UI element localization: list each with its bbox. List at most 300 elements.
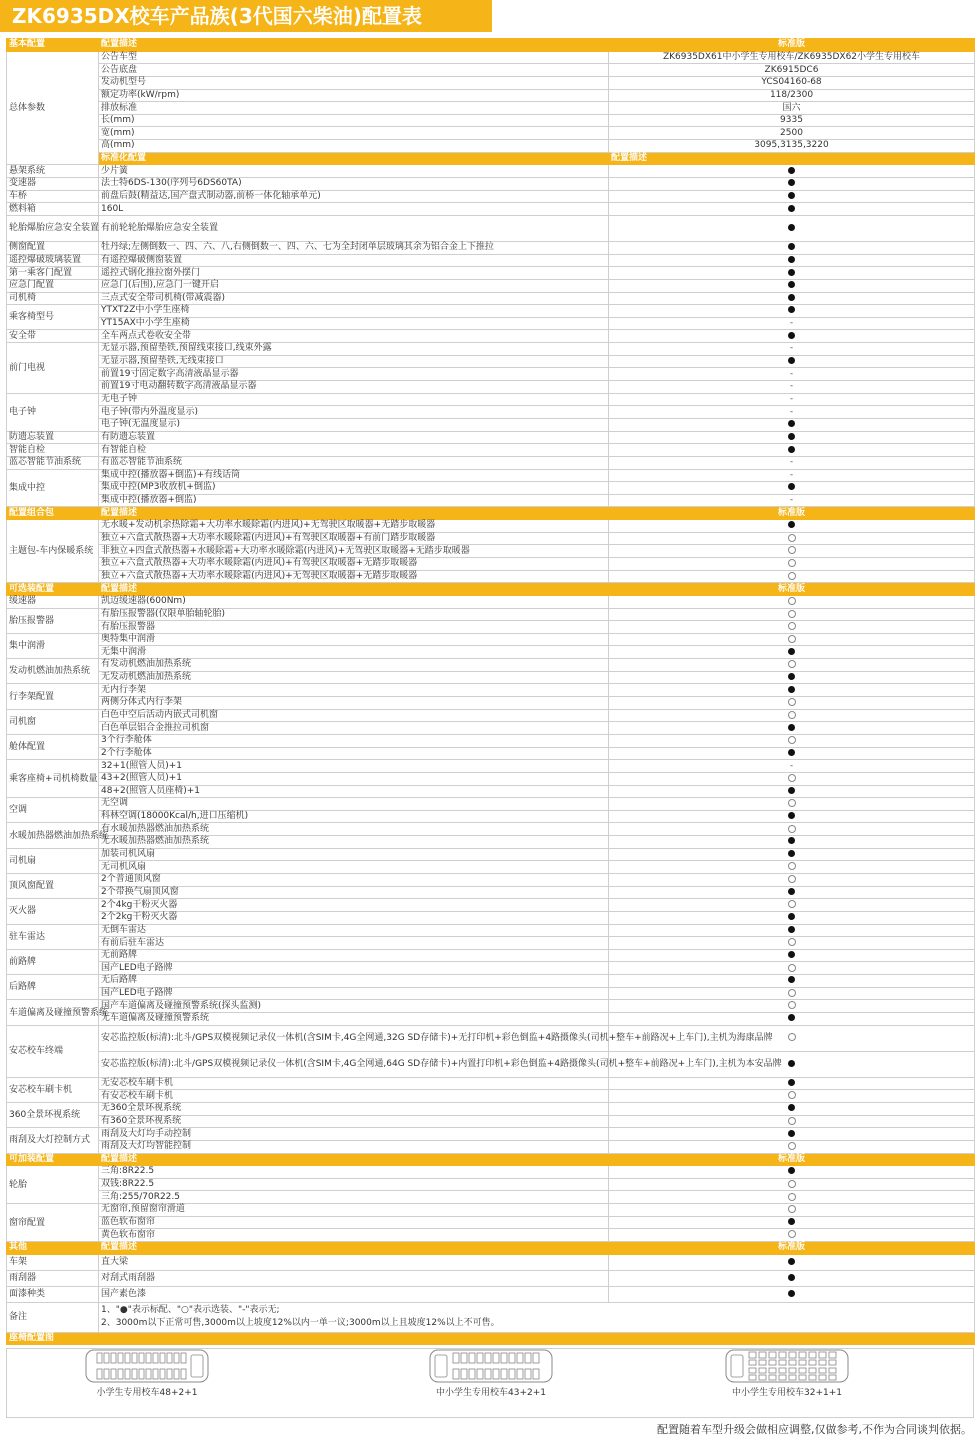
- standard-dot-icon: [788, 787, 795, 794]
- row-description: 无显示器,预留垫铁,无线束接口: [99, 355, 609, 368]
- row-value: [609, 393, 975, 406]
- table-row: [7, 874, 975, 887]
- table-row: [7, 482, 975, 495]
- row-description: 黄色软布窗帘: [99, 1229, 609, 1242]
- standard-dot-icon: [788, 224, 795, 231]
- row-category: 防遗忘装置: [7, 431, 99, 444]
- row-description: 2个2kg干粉灭火器: [99, 911, 609, 924]
- row-category: 驻车雷达: [7, 924, 99, 949]
- row-value: [609, 76, 975, 89]
- table-row: [7, 1166, 975, 1179]
- table-row: [7, 810, 975, 823]
- seat-layout-3: [707, 1349, 867, 1398]
- standard-dot-icon: [788, 521, 795, 528]
- table-row: [7, 886, 975, 899]
- not-available-dash: -: [789, 318, 794, 329]
- table-row: [7, 165, 975, 178]
- table-row: [7, 1077, 975, 1090]
- optional-circle-icon: [788, 546, 796, 554]
- row-category: 灭火器: [7, 899, 99, 924]
- table-row: [7, 659, 975, 672]
- row-description: 长(mm): [99, 114, 609, 127]
- row-value: [609, 305, 975, 318]
- row-value: [609, 987, 975, 1000]
- table-row: [7, 114, 975, 127]
- table-row: [7, 89, 975, 102]
- row-category: 遥控爆破玻璃装置: [7, 254, 99, 267]
- section-header: [7, 1242, 975, 1255]
- section-header-cell: 其他: [7, 1242, 99, 1255]
- row-value: [609, 520, 975, 533]
- table-row: [7, 456, 975, 469]
- table-row: [7, 368, 975, 381]
- row-value: [609, 760, 975, 773]
- row-value: [609, 114, 975, 127]
- table-row: [7, 102, 975, 115]
- row-category: 智能自检: [7, 444, 99, 457]
- standard-dot-icon: [788, 281, 795, 288]
- not-available-dash: -: [789, 381, 794, 392]
- row-value: [609, 1270, 975, 1286]
- row-description: 雨刮及大灯均手动控制: [99, 1128, 609, 1141]
- standard-dot-icon: [788, 888, 795, 895]
- seat-layout-caption: 小学生专用校车48+2+1: [96, 1388, 198, 1398]
- row-value: [609, 659, 975, 672]
- notes-label: 备注: [7, 1302, 99, 1332]
- row-category: 雨刮器: [7, 1270, 99, 1286]
- standard-dot-icon: [788, 1014, 795, 1021]
- standard-dot-icon: [788, 976, 795, 983]
- row-category: 水暖加热器燃油加热系统: [7, 823, 99, 848]
- table-row: [7, 140, 975, 153]
- standard-dot-icon: [788, 1218, 795, 1225]
- section-header: [7, 1332, 975, 1345]
- row-category: 乘客椅型号: [7, 305, 99, 330]
- standard-dot-icon: [788, 1274, 795, 1281]
- row-value: [609, 1178, 975, 1191]
- row-description: YTXT2Z中小学生座椅: [99, 305, 609, 318]
- row-category: 总体参数: [7, 51, 99, 165]
- row-category: 舱体配置: [7, 734, 99, 759]
- table-row: [7, 1102, 975, 1115]
- row-description: 无窗帘,预留窗帘滑道: [99, 1204, 609, 1217]
- row-value: [609, 51, 975, 64]
- table-row: [7, 772, 975, 785]
- table-row: [7, 760, 975, 773]
- section-header: [7, 583, 975, 596]
- row-description: 有安芯校车刷卡机: [99, 1090, 609, 1103]
- row-value: [609, 444, 975, 457]
- row-description: 少片簧: [99, 165, 609, 178]
- row-category: 司机椅: [7, 292, 99, 305]
- row-description: 2个带换气扇顶风窗: [99, 886, 609, 899]
- row-category: 侧窗配置: [7, 241, 99, 254]
- row-description: 法士特6DS-130(序列号6DS60TA): [99, 178, 609, 191]
- row-value: [609, 886, 975, 899]
- table-row: [7, 1286, 975, 1302]
- row-description: 宽(mm): [99, 127, 609, 140]
- table-row: [7, 557, 975, 570]
- table-row: [7, 836, 975, 849]
- row-value: [609, 178, 975, 191]
- row-value: [609, 975, 975, 988]
- notes-row: [7, 1302, 975, 1332]
- table-row: [7, 646, 975, 659]
- row-description: 无内行李架: [99, 684, 609, 697]
- standard-dot-icon: [788, 926, 795, 933]
- table-row: [7, 671, 975, 684]
- table-row: [7, 848, 975, 861]
- row-description: 对刮式雨刮器: [99, 1270, 609, 1286]
- row-value: [609, 1140, 975, 1153]
- not-available-dash: -: [789, 457, 794, 468]
- row-value: [609, 608, 975, 621]
- table-row: [7, 633, 975, 646]
- row-value: [609, 823, 975, 836]
- seat-layout-1: [67, 1349, 227, 1398]
- table-row: [7, 747, 975, 760]
- row-description: 无发动机燃油加热系统: [99, 671, 609, 684]
- table-row: [7, 178, 975, 191]
- row-value: [609, 722, 975, 735]
- standard-dot-icon: [788, 167, 795, 174]
- row-description: 额定功率(kW/rpm): [99, 89, 609, 102]
- row-value: [609, 165, 975, 178]
- row-description: 32+1(照管人员)+1: [99, 760, 609, 773]
- row-value: [609, 924, 975, 937]
- section-header-cell: 标准版: [609, 1153, 975, 1166]
- table-row: [7, 330, 975, 343]
- table-row: [7, 1204, 975, 1217]
- table-row: [7, 899, 975, 912]
- table-row: [7, 1025, 975, 1051]
- row-category: 应急门配置: [7, 279, 99, 292]
- standard-dot-icon: [788, 850, 795, 857]
- standard-dot-icon: [788, 179, 795, 186]
- standard-dot-icon: [788, 724, 795, 731]
- row-value: [609, 621, 975, 634]
- optional-circle-icon: [788, 938, 796, 946]
- not-available-dash: -: [789, 760, 794, 771]
- row-description: 无前路牌: [99, 949, 609, 962]
- row-value: [609, 747, 975, 760]
- row-category: 主题包-车内保暖系统: [7, 520, 99, 583]
- row-category: 安芯校车终端: [7, 1025, 99, 1077]
- not-available-dash: -: [789, 393, 794, 404]
- row-description: 科林空调(18000Kcal/h,进口压缩机): [99, 810, 609, 823]
- row-value: [609, 456, 975, 469]
- table-row: [7, 381, 975, 394]
- row-value: [609, 381, 975, 394]
- section-header-cell: 标准版: [609, 507, 975, 520]
- row-value: [609, 557, 975, 570]
- row-description: 排放标准: [99, 102, 609, 115]
- row-value: [609, 482, 975, 495]
- row-description: 无空调: [99, 798, 609, 811]
- row-value: [609, 469, 975, 482]
- row-value: [609, 1166, 975, 1179]
- section-header-cell: 可选装配置: [7, 583, 99, 596]
- table-row: [7, 545, 975, 558]
- row-description: 3个行李舱体: [99, 734, 609, 747]
- optional-circle-icon: [788, 1180, 796, 1188]
- table-row: [7, 570, 975, 583]
- row-value: [609, 1115, 975, 1128]
- table-row: [7, 937, 975, 950]
- row-category: 燃料箱: [7, 203, 99, 216]
- row-value: [609, 190, 975, 203]
- row-value: [609, 962, 975, 975]
- row-value: [609, 215, 975, 241]
- table-row: [7, 1013, 975, 1026]
- table-row: [7, 431, 975, 444]
- table-row: [7, 595, 975, 608]
- row-value: [609, 1204, 975, 1217]
- row-description: 有水暖加热器燃油加热系统: [99, 823, 609, 836]
- section-header: [7, 152, 975, 165]
- row-value: [609, 874, 975, 887]
- row-value: [609, 1229, 975, 1242]
- row-description: 直大梁: [99, 1254, 609, 1270]
- row-description: 2个普通顶风窗: [99, 874, 609, 887]
- row-category: 安芯校车刷卡机: [7, 1077, 99, 1102]
- bus-plan-icon: [429, 1349, 553, 1383]
- table-row: [7, 317, 975, 330]
- standard-dot-icon: [788, 483, 795, 490]
- row-value: [609, 1216, 975, 1229]
- row-description: 有智能自检: [99, 444, 609, 457]
- table-row: [7, 1178, 975, 1191]
- optional-circle-icon: [788, 1230, 796, 1238]
- row-value: [609, 102, 975, 115]
- row-description: 独立+六盒式散热器+大功率水暖除霜(内进风)+有驾驶区取暖器+有前门踏步取暖器: [99, 532, 609, 545]
- optional-circle-icon: [788, 1205, 796, 1213]
- table-row: [7, 76, 975, 89]
- row-value: [609, 646, 975, 659]
- optional-circle-icon: [788, 900, 796, 908]
- standard-dot-icon: [788, 812, 795, 819]
- bus-plan-icon: [85, 1349, 209, 1383]
- table-row: [7, 722, 975, 735]
- table-row: [7, 127, 975, 140]
- table-row: [7, 355, 975, 368]
- row-value: [609, 836, 975, 849]
- bus-plan-icon: [725, 1349, 849, 1383]
- table-row: [7, 393, 975, 406]
- row-value: [609, 798, 975, 811]
- row-description: 电子钟(无温度显示): [99, 418, 609, 431]
- section-header-cell: 配置描述: [99, 583, 609, 596]
- row-description: 国产LED电子路牌: [99, 962, 609, 975]
- table-row: [7, 823, 975, 836]
- row-description: 安芯监控版(标清):北斗/GPS双模视频记录仪一体机(含SIM卡,4G全网通,64G SD存储卡)+内置打印机+彩色倒监+4路摄像头(司机+整车+前路况+上车门),主机为本安品牌: [99, 1051, 609, 1077]
- row-description: 无显示器,预留垫铁,预留线束接口,线束外露: [99, 343, 609, 356]
- row-category: 司机扇: [7, 848, 99, 873]
- row-description: 有前后驻车雷达: [99, 937, 609, 950]
- table-row: [7, 1254, 975, 1270]
- row-value: [609, 532, 975, 545]
- row-value: [609, 317, 975, 330]
- table-row: [7, 684, 975, 697]
- footer-disclaimer: 配置随着车型升级会做相应调整,仅做参考,不作为合同谈判依据。: [657, 1423, 972, 1436]
- optional-circle-icon: [788, 1033, 796, 1041]
- not-available-dash: -: [789, 469, 794, 480]
- row-description: 前置19寸固定数字高清液晶显示器: [99, 368, 609, 381]
- row-value: [609, 406, 975, 419]
- row-value: [609, 292, 975, 305]
- row-category: 后路牌: [7, 975, 99, 1000]
- standard-dot-icon: [788, 1290, 795, 1297]
- standard-dot-icon: [788, 673, 795, 680]
- optional-circle-icon: [788, 736, 796, 744]
- row-description: 雨刮及大灯均智能控制: [99, 1140, 609, 1153]
- section-header: [7, 1153, 975, 1166]
- optional-circle-icon: [788, 572, 796, 580]
- not-available-dash: -: [789, 368, 794, 379]
- table-row: [7, 241, 975, 254]
- row-description: 有遥控爆破侧窗装置: [99, 254, 609, 267]
- row-description: 2个4kg干粉灭火器: [99, 899, 609, 912]
- row-value: [609, 1013, 975, 1026]
- row-description: 前盘后鼓(精益达,国产盘式制动器,前桥一体化轴承单元): [99, 190, 609, 203]
- row-value: [609, 1286, 975, 1302]
- row-value: [609, 494, 975, 507]
- standard-dot-icon: [788, 749, 795, 756]
- row-description: 全车两点式卷收安全带: [99, 330, 609, 343]
- standard-dot-icon: [788, 256, 795, 263]
- table-row: [7, 418, 975, 431]
- table-row: [7, 911, 975, 924]
- row-description: 集成中控(播放器+倒监)+有线话筒: [99, 469, 609, 482]
- table-row: [7, 975, 975, 988]
- section-header-cell: 配置组合包: [7, 507, 99, 520]
- section-header: [7, 507, 975, 520]
- row-category: 顶风窗配置: [7, 874, 99, 899]
- table-row: [7, 1128, 975, 1141]
- table-row: [7, 1191, 975, 1204]
- optional-circle-icon: [788, 1091, 796, 1099]
- table-row: [7, 292, 975, 305]
- row-category: 发动机燃油加热系统: [7, 659, 99, 684]
- row-category: 第一乘客门配置: [7, 267, 99, 280]
- row-description: 发动机型号: [99, 76, 609, 89]
- standard-dot-icon: [788, 446, 795, 453]
- row-value: [609, 89, 975, 102]
- config-table: [6, 38, 975, 1345]
- value-text: 2500: [780, 127, 803, 138]
- value-text: 国六: [782, 102, 801, 113]
- row-description: 43+2(照管人员)+1: [99, 772, 609, 785]
- optional-circle-icon: [788, 559, 796, 567]
- seat-layout-caption: 中小学生专用校车43+2+1: [436, 1388, 546, 1398]
- table-row: [7, 709, 975, 722]
- row-category: 缓速器: [7, 595, 99, 608]
- value-text: 118/2300: [769, 89, 814, 100]
- section-header-cell: 标准化配置: [99, 152, 609, 165]
- section-header-cell: 基本配置: [7, 39, 99, 52]
- row-value: [609, 140, 975, 153]
- optional-circle-icon: [788, 989, 796, 997]
- notes-text: [99, 1302, 975, 1332]
- table-row: [7, 64, 975, 77]
- row-value: [609, 911, 975, 924]
- table-row: [7, 203, 975, 216]
- standard-dot-icon: [788, 1079, 795, 1086]
- row-value: [609, 64, 975, 77]
- row-description: 有胎压报警器(仅限单胎轴轮胎): [99, 608, 609, 621]
- section-header: [7, 39, 975, 52]
- section-header-cell: 标准版: [609, 1242, 975, 1255]
- row-value: [609, 810, 975, 823]
- table-row: [7, 406, 975, 419]
- section-header-cell: 标准版: [609, 39, 975, 52]
- row-description: 凯迈缓速器(600Nm): [99, 595, 609, 608]
- row-category: 360全景环视系统: [7, 1102, 99, 1127]
- table-row: [7, 1115, 975, 1128]
- value-text: 9335: [780, 115, 803, 126]
- table-row: [7, 785, 975, 798]
- optional-circle-icon: [788, 534, 796, 542]
- row-category: 轮胎爆胎应急安全装置: [7, 215, 99, 241]
- row-category: 司机窗: [7, 709, 99, 734]
- optional-circle-icon: [788, 825, 796, 833]
- standard-dot-icon: [788, 837, 795, 844]
- table-row: [7, 267, 975, 280]
- row-value: [609, 1254, 975, 1270]
- optional-circle-icon: [788, 610, 796, 618]
- table-row: [7, 949, 975, 962]
- row-description: 公告底盘: [99, 64, 609, 77]
- section-header-cell: 配置描述: [99, 1153, 609, 1166]
- row-value: [609, 418, 975, 431]
- row-value: [609, 431, 975, 444]
- table-row: [7, 215, 975, 241]
- row-category: 电子钟: [7, 393, 99, 431]
- table-row: [7, 343, 975, 356]
- table-row: [7, 987, 975, 1000]
- row-description: 有蓝芯智能节油系统: [99, 456, 609, 469]
- optional-circle-icon: [788, 799, 796, 807]
- row-value: [609, 127, 975, 140]
- table-row: [7, 1270, 975, 1286]
- row-description: 非独立+四盒式散热器+水暖除霜+大功率水暖除霜(内进风)+无驾驶区取暖器+无踏步取暖器: [99, 545, 609, 558]
- table-row: [7, 444, 975, 457]
- row-category: 前门电视: [7, 343, 99, 394]
- page-title: ZK6935DX校车产品族(3代国六柴油)配置表: [12, 4, 422, 28]
- row-description: 奥特集中润滑: [99, 633, 609, 646]
- row-value: [609, 595, 975, 608]
- row-description: 三角:255/70R22.5: [99, 1191, 609, 1204]
- optional-circle-icon: [788, 635, 796, 643]
- standard-dot-icon: [788, 433, 795, 440]
- standard-dot-icon: [788, 192, 795, 199]
- row-value: [609, 203, 975, 216]
- value-text: ZK6935DX61中小学生专用校车/ZK6935DX62小学生专用校车: [662, 51, 921, 62]
- row-category: 集中润滑: [7, 633, 99, 658]
- notes-line: 2、3000m以下正常可售,3000m以上坡度12%以内一单一议;3000m以上且坡度12%以上不可售。: [101, 1318, 500, 1329]
- row-value: [609, 330, 975, 343]
- standard-dot-icon: [788, 357, 795, 364]
- standard-dot-icon: [788, 243, 795, 250]
- table-row: [7, 532, 975, 545]
- row-category: 车架: [7, 1254, 99, 1270]
- standard-dot-icon: [788, 205, 795, 212]
- notes-line: 1、"●"表示标配、"○"表示选装、"-"表示无;: [101, 1305, 280, 1316]
- section-header-cell: 配置描述: [99, 1242, 609, 1255]
- row-description: 无360全景环视系统: [99, 1102, 609, 1115]
- table-row: [7, 51, 975, 64]
- row-description: 两侧分体式内行李架: [99, 697, 609, 710]
